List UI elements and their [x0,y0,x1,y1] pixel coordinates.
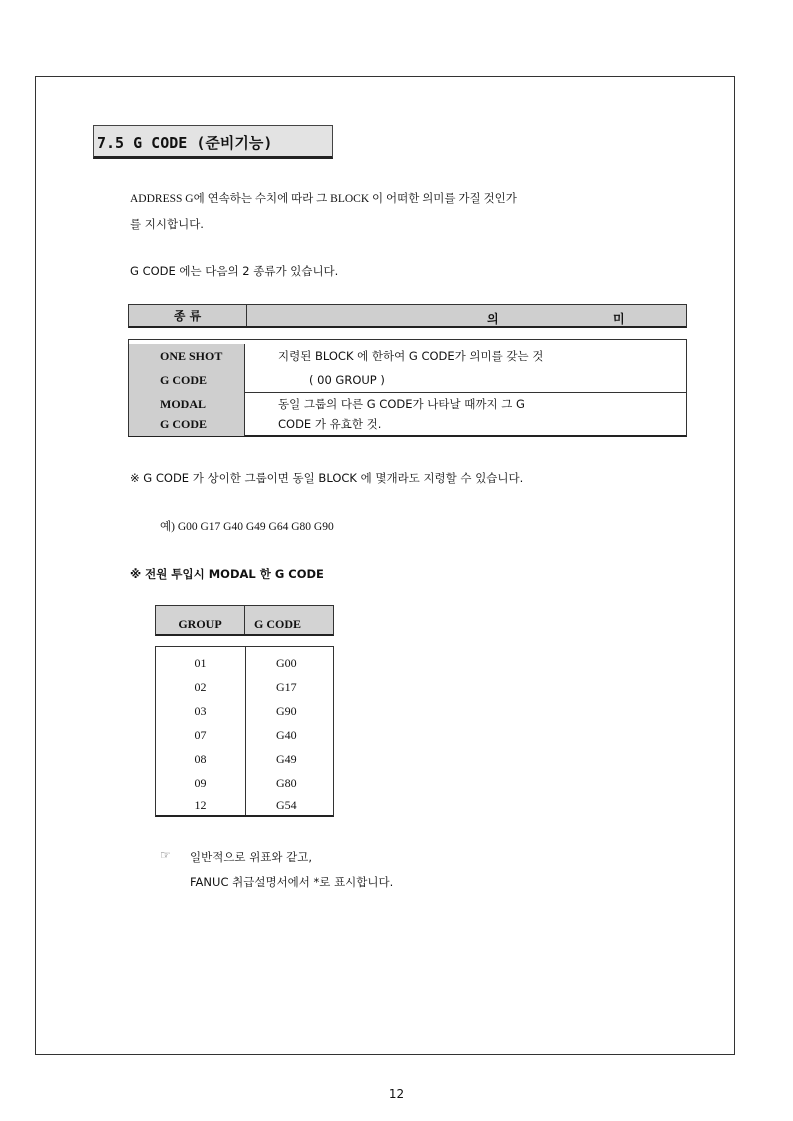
table-row [156,747,333,771]
table-row [129,368,686,392]
example: 예) G00 G17 G40 G49 G64 G80 G90 [160,521,334,533]
remark-line-1: 일반적으로 위표와 같고, [190,850,313,864]
group-table-body [155,646,334,817]
table-row [129,412,686,436]
type-name: G CODE [129,368,245,392]
code-cell: G54 [276,798,297,812]
header-kind: 종 류 [129,305,247,326]
group-cell: 09 [194,776,207,790]
group-cell: 08 [194,752,207,766]
type-meaning: CODE 가 유효한 것. [278,417,382,431]
table-row [156,771,333,795]
code-cell: G90 [276,704,297,718]
group-cell: 01 [194,656,207,670]
type-meaning: 지령된 BLOCK 에 한하여 G CODE가 의미를 갖는 것 [278,349,544,363]
table-row [156,675,333,699]
code-cell: G49 [276,752,297,766]
intro-line-2: 를 지시합니다. [130,217,204,231]
note: ※ G CODE 가 상이한 그룹이면 동일 BLOCK 에 몇개라도 지령할 수 있습니다. [130,471,524,485]
group-cell: 03 [194,704,207,718]
group-table-header [155,605,334,636]
header-code: G CODE [254,617,302,631]
code-cell: G00 [276,656,297,670]
section-title: 7.5 G CODE (준비기능) [93,125,333,159]
types-intro: G CODE 에는 다음의 2 종류가 있습니다. [130,264,339,278]
types-table-header [128,304,687,328]
code-cell: G17 [276,680,297,694]
header-group: GROUP [156,606,245,634]
table-row [129,344,686,368]
remark-line-2: FANUC 취급설명서에서 *로 표시합니다. [190,875,394,889]
intro-line-1: ADDRESS G에 연속하는 수치에 따라 그 BLOCK 이 어떠한 의미를 가질 것인가 [130,193,517,205]
table-row [156,793,333,817]
table-row [156,651,333,675]
type-name: MODAL [129,392,245,416]
type-name: G CODE [129,412,245,436]
group-cell: 07 [194,728,207,742]
types-table-body [128,339,687,437]
header-meaning-a: 의 [487,312,499,326]
table-row [156,723,333,747]
type-name: ONE SHOT [129,344,245,368]
header-meaning-b: 미 [613,312,625,326]
type-meaning: 동일 그룹의 다른 G CODE가 나타날 때까지 그 G [278,397,525,411]
group-cell: 12 [194,798,207,812]
type-meaning: ( 00 GROUP ) [309,373,385,387]
code-cell: G80 [276,776,297,790]
pointing-hand-icon: ☞ [160,848,171,862]
header-meaning [247,305,686,326]
modal-heading: ※ 전원 투입시 MODAL 한 G CODE [130,567,324,581]
page-number: 12 [388,1087,405,1101]
group-cell: 02 [194,680,207,694]
table-row [156,699,333,723]
code-cell: G40 [276,728,297,742]
